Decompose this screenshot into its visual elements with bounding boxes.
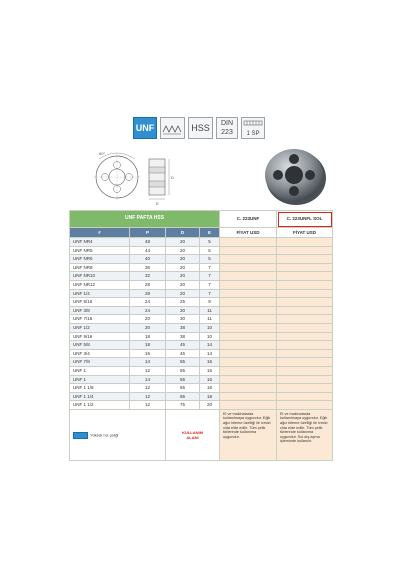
cell-p: 20 [130,323,166,332]
cell-p: 40 [130,255,166,264]
table-row [70,272,333,281]
cell-p: 12 [130,392,166,401]
cell-p: 12 [130,366,166,375]
thread-triangles-icon [161,118,184,138]
cell-size: UNF 9/16 [70,332,130,341]
table-title: UNF PAFTA HSS [70,211,220,228]
col-header-name: # [70,228,130,238]
table-row [70,366,333,375]
sp-badge [241,117,265,139]
cell-e: 11 [200,306,220,315]
unf-die-table [69,210,333,461]
note-right: El ve makinalarda kullanılmaya uygundur. Eğik ağız bileme özelliği ile ivmizi vida elde edilir. Tüm çelik türlerinde kullanıma uygundur. Sol dış açma işleminde kullanılır. [277,409,333,460]
cell-size: UNF NR6 [70,255,130,264]
cell-price-right [277,401,333,410]
cell-price-right [277,246,333,255]
unf-label: UNF [135,123,155,133]
cell-size: UNF 1/2 [70,323,130,332]
cell-price-left [220,238,277,247]
cell-price-left [220,263,277,272]
table-row [70,392,333,401]
cell-p: 18 [130,341,166,350]
cell-price-right [277,280,333,289]
col-header-e: E [200,228,220,238]
cell-p: 28 [130,289,166,298]
angle-label: 60° [99,151,106,156]
cell-size: UNF 1 1/4 [70,392,130,401]
round-die-photo [258,145,334,207]
cell-price-left [220,366,277,375]
cell-d: 30 [166,306,200,315]
cell-d: 20 [166,263,200,272]
cell-p: 24 [130,298,166,307]
cell-d: 38 [166,323,200,332]
cell-d: 20 [166,272,200,281]
cell-size: UNF 1 [70,375,130,384]
usage-area-label [166,409,220,460]
cell-price-left [220,332,277,341]
cell-p: 24 [130,306,166,315]
cell-size: UNF NR12 [70,280,130,289]
cell-price-right [277,392,333,401]
code-right [277,211,333,228]
cell-price-right [277,323,333,332]
cell-p: 48 [130,238,166,247]
code-left: C. 223UNF [220,211,277,228]
svg-text:E: E [156,201,159,206]
table-row [70,255,333,264]
cell-e: 7 [200,289,220,298]
cell-p: 20 [130,315,166,324]
cell-e: 18 [200,384,220,393]
cell-d: 38 [166,332,200,341]
cell-price-left [220,341,277,350]
cell-size: UNF 5/8 [70,341,130,350]
table-row [70,246,333,255]
cell-p: 12 [130,384,166,393]
cell-d: 20 [166,289,200,298]
cell-price-right [277,366,333,375]
cell-p: 12 [130,401,166,410]
note-left: El ve makinalarda kullanılmaya uygundur. Eğik ağız bileme özelliği ile ivmizi vida elde edilir. Tüm çelik türlerinde kullanıma uygundur. [220,409,277,460]
usage-line1: KULLANIM [182,430,203,436]
cell-price-right [277,272,333,281]
cell-price-left [220,255,277,264]
cell-size: UNF 7/16 [70,315,130,324]
table-row [70,306,333,315]
usage-line2: ALANI [186,434,199,440]
cell-size: UNF 7/8 [70,358,130,367]
thread-rod-icon [242,118,264,128]
cell-e: 10 [200,332,220,341]
cell-p: 14 [130,375,166,384]
cell-e: 14 [200,341,220,350]
col-header-price-right: FİYAT USD [277,228,333,238]
cell-e: 9 [200,298,220,307]
cell-size: UNF NR5 [70,246,130,255]
cell-p: 32 [130,272,166,281]
table-row [70,332,333,341]
cell-d: 20 [166,280,200,289]
cell-e: 20 [200,401,220,410]
svg-text:D: D [171,175,174,180]
cell-price-left [220,349,277,358]
cell-e: 16 [200,358,220,367]
cell-d: 65 [166,392,200,401]
cell-d: 55 [166,375,200,384]
table-row [70,289,333,298]
table-row [70,384,333,393]
cell-d: 20 [166,246,200,255]
code-right-label: C. 223UNFL SOL [286,216,323,222]
cell-e: 7 [200,280,220,289]
cell-price-right [277,306,333,315]
cell-price-right [277,358,333,367]
cell-e: 7 [200,272,220,281]
cell-price-right [277,263,333,272]
cell-price-left [220,289,277,298]
cell-price-left [220,280,277,289]
din-label-line2: 223 [221,129,233,136]
cell-e: 5 [200,246,220,255]
cell-price-right [277,384,333,393]
cell-price-right [277,289,333,298]
cell-p: 16 [130,349,166,358]
table-row [70,263,333,272]
cell-d: 55 [166,358,200,367]
cell-price-right [277,341,333,350]
cell-size: UNF 3/4 [70,349,130,358]
cell-d: 20 [166,238,200,247]
cell-size: UNF 3/8 [70,306,130,315]
cell-p: 28 [130,280,166,289]
cell-price-left [220,306,277,315]
cell-p: 44 [130,246,166,255]
din-badge [216,117,238,139]
table-row [70,315,333,324]
cell-size: UNF 1/4 [70,289,130,298]
cell-price-right [277,238,333,247]
cell-price-left [220,323,277,332]
cell-e: 16 [200,366,220,375]
cell-size: UNF NR4 [70,238,130,247]
cell-e: 14 [200,349,220,358]
cell-e: 7 [200,263,220,272]
table-row [70,375,333,384]
cell-size: UNF 5/16 [70,298,130,307]
cell-price-right [277,255,333,264]
cell-size: UNF 1 1/2 [70,401,130,410]
cell-d: 65 [166,384,200,393]
unf-badge [133,117,157,139]
table-row [70,280,333,289]
technical-drawing [85,143,195,208]
table-row [70,341,333,350]
cell-d: 45 [166,341,200,350]
cell-price-left [220,246,277,255]
cell-d: 30 [166,315,200,324]
hss-label: HSS [191,123,210,133]
cell-size: UNF NR10 [70,272,130,281]
cell-price-right [277,315,333,324]
cell-price-left [220,298,277,307]
sp-label: 1 SP [246,131,260,137]
cell-d: 55 [166,366,200,375]
cell-price-left [220,315,277,324]
cell-size: UNF 1 1/8 [70,384,130,393]
cell-d: 20 [166,255,200,264]
cell-p: 36 [130,263,166,272]
thread-profile-icon [160,117,185,139]
cell-e: 5 [200,238,220,247]
col-header-d: D [166,228,200,238]
table-row [70,238,333,247]
col-header-p: P [130,228,166,238]
legend-text: Yüksek hız çeliği [90,433,119,438]
hss-badge [188,117,213,139]
cell-price-left [220,375,277,384]
table-row [70,358,333,367]
legend-cell [70,409,166,460]
table-row [70,401,333,410]
col-header-price-left: FİYAT USD [220,228,277,238]
cell-d: 45 [166,349,200,358]
din-label-line1: DIN [220,120,234,127]
cell-p: 14 [130,358,166,367]
cell-price-left [220,392,277,401]
cell-e: 11 [200,315,220,324]
cell-price-right [277,332,333,341]
hss-legend-icon [73,432,88,439]
cell-price-right [277,375,333,384]
cell-p: 18 [130,332,166,341]
cell-price-left [220,401,277,410]
cell-d: 75 [166,401,200,410]
cell-price-left [220,358,277,367]
cell-e: 18 [200,392,220,401]
cell-price-left [220,384,277,393]
cell-size: UNF NR8 [70,263,130,272]
cell-price-right [277,298,333,307]
table-row [70,298,333,307]
cell-e: 10 [200,323,220,332]
cell-price-left [220,272,277,281]
cell-d: 25 [166,298,200,307]
table-row [70,349,333,358]
cell-price-right [277,349,333,358]
cell-e: 5 [200,255,220,264]
cell-size: UNF 1 [70,366,130,375]
table-row [70,323,333,332]
cell-e: 16 [200,375,220,384]
